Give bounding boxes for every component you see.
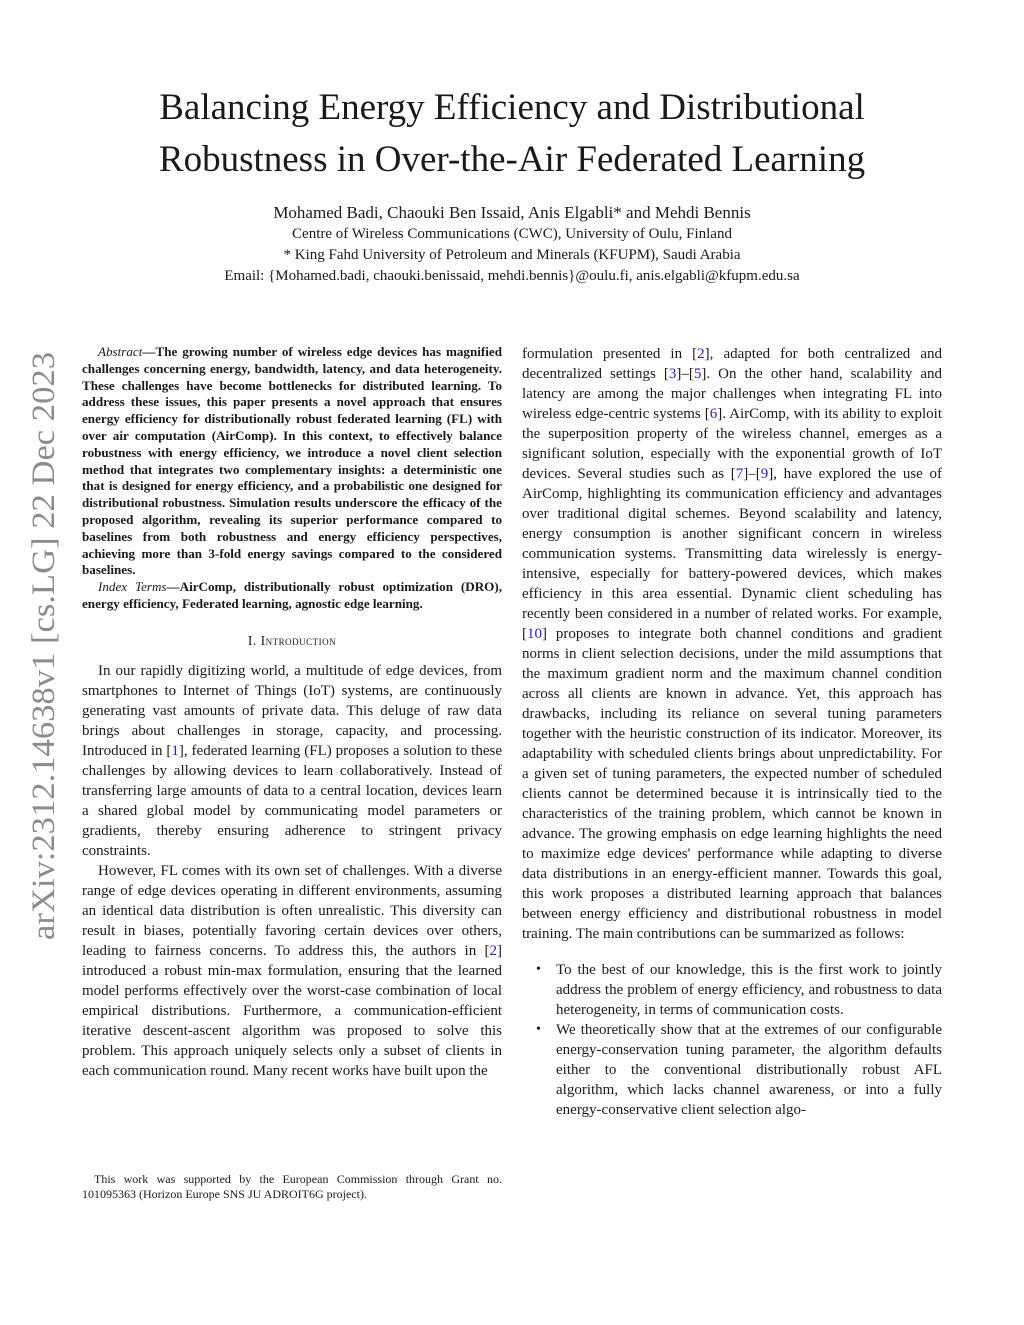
bullet-icon: • bbox=[536, 962, 541, 977]
arxiv-stamp-text: arXiv:2312.14638v1 [cs.LG] 22 Dec 2023 bbox=[26, 379, 62, 940]
right-column bbox=[522, 344, 942, 1120]
citation-link[interactable]: 7 bbox=[735, 466, 744, 482]
abstract bbox=[82, 344, 502, 579]
contribution-item bbox=[522, 960, 942, 1020]
arxiv-identifier-stamp bbox=[22, 350, 62, 940]
title-line-1: Balancing Energy Efficiency and Distributional bbox=[159, 87, 865, 128]
section-title: Introduction bbox=[260, 632, 337, 648]
section-number: I. bbox=[247, 632, 257, 648]
citation-link[interactable]: 1 bbox=[171, 742, 179, 759]
contribution-text: We theoretically show that at the extremes of our configurable energy-conservation tuning parameter, the algorithm defaults either to the conventional distributionally robust AFL algorithm, which lacks channel awareness, or into a fully energy-conservative client selection algo- bbox=[556, 1022, 942, 1118]
text-run: ] proposes to integrate both channel conditions and gradient norms in client selection decisions, under the mild assumptions that the maximum gradient norm and the maximum channel condition across all clients are known in advance. Yet, this approach has drawbacks, including its reliance on several tuning parameters together with the heuristic construction of its indicator. Moreover, its adaptability with scheduled clients brings about unpredictability. For a given set of tuning parameters, the expected number of scheduled clients cannot be determined because it is intrinsically tied to the characteristics of the training problem, which cannot be known in advance. The growing emphasis on edge learning highlights the need to maximize edge devices' performance while adapting to diverse data distributions in an energy-efficient manner. Towards this goal, this work proposes a distributed learning approach that balances between energy efficiency and distributional robustness in model training. The main contributions can be summarized as follows: bbox=[522, 626, 942, 942]
intro-paragraph-3 bbox=[522, 344, 942, 944]
text-run: ]. On the other hand, scalability and latency are among the major challenges when integrating FL into wireless edge-centric systems [ bbox=[522, 366, 943, 422]
abstract-label: Abstract bbox=[98, 344, 143, 359]
text-run: However, FL comes with its own set of challenges. With a diverse range of edge devices operating in different environments, assuming an identical data distribution is often unrealistic. This diversity can result in biases, potentially favoring certain devices over others, leading to fairness concerns. To address this, the authors in [ bbox=[82, 862, 502, 959]
author-block bbox=[60, 202, 964, 287]
contribution-text: To the best of our knowledge, this is the first work to jointly address the problem of energy efficiency, and robustness to data heterogeneity, in terms of communication costs. bbox=[556, 962, 942, 1018]
author-names: Mohamed Badi, Chaouki Ben Issaid, Anis Elgabli* and Mehdi Bennis bbox=[273, 203, 751, 222]
text-run: ]. AirComp, with its ability to exploit the superposition property of the wireless channel, emerges as a significant solution, especially with the exponential growth of IoT devices. Several studies such as [ bbox=[522, 406, 942, 482]
left-column bbox=[82, 344, 502, 1081]
affiliation-cwc: Centre of Wireless Communications (CWC), University of Oulu, Finland bbox=[292, 226, 732, 242]
index-terms bbox=[82, 579, 502, 613]
bullet-icon: • bbox=[536, 1022, 541, 1037]
index-terms-text: —AirComp, distributionally robust optimization (DRO), energy efficiency, Federated learning, agnostic edge learning. bbox=[82, 579, 503, 611]
intro-paragraph-2 bbox=[82, 861, 502, 1081]
citation-link[interactable]: 6 bbox=[709, 406, 718, 422]
funding-footnote: This work was supported by the European Commission through Grant no. 101095363 (Horizon Europe SNS JU ADROIT6G project). bbox=[82, 1172, 502, 1201]
text-run: ], adapted for both centralized and decentralized settings [ bbox=[522, 346, 942, 382]
citation-link[interactable]: 3 bbox=[668, 366, 677, 382]
text-run: ]–[ bbox=[743, 466, 761, 482]
title-line-2: Robustness in Over-the-Air Federated Learning bbox=[158, 139, 866, 180]
citation-link[interactable]: 2 bbox=[489, 942, 497, 959]
text-run: ], federated learning (FL) proposes a solution to these challenges by allowing devices to learn collaboratively. Instead of transferring large amounts of data to a central location, devices learn a shared global model by communicating model parameters or gradients, thereby ensuring adherence to stringent privacy constraints. bbox=[82, 742, 502, 859]
text-run: ]–[ bbox=[676, 366, 694, 382]
section-heading-introduction bbox=[82, 633, 502, 649]
text-run: formulation presented in [ bbox=[522, 346, 698, 362]
citation-link[interactable]: 5 bbox=[693, 366, 702, 382]
citation-link[interactable]: 9 bbox=[760, 466, 769, 482]
contribution-item bbox=[522, 1020, 942, 1120]
citation-link[interactable]: 10 bbox=[527, 626, 542, 642]
paper-title bbox=[60, 82, 964, 186]
contributions-list bbox=[522, 960, 942, 1120]
affiliation-kfupm: * King Fahd University of Petroleum and Minerals (KFUPM), Saudi Arabia bbox=[283, 247, 741, 263]
citation-link[interactable]: 2 bbox=[697, 346, 705, 362]
author-emails: Email: {Mohamed.badi, chaouki.benissaid, mehdi.bennis}@oulu.fi, anis.elgabli@kfupm.edu.sa bbox=[224, 268, 800, 284]
index-terms-label: Index Terms bbox=[98, 579, 167, 595]
text-run: In our rapidly digitizing world, a multitude of edge devices, from smartphones to Internet of Things (IoT) systems, are continuously generating vast amounts of private data. This deluge of raw data brings about challenges in storage, capacity, and processing. Introduced in [ bbox=[82, 662, 502, 759]
text-run: ] introduced a robust min-max formulation, ensuring that the learned model performs effectively over the worst-case combination of local empirical distributions. Furthermore, a communication-efficient iterative descent-ascent algorithm was proposed to solve this problem. This approach uniquely selects only a subset of clients in each communication round. Many recent works have built upon the bbox=[82, 942, 502, 1079]
abstract-text: —The growing number of wireless edge devices has magnified challenges concerning energy, bandwidth, latency, and data heterogeneity. These challenges have become bottlenecks for distributed learning. To address these issues, this paper presents a novel approach that ensures energy efficiency for distributionally robust federated learning (FL) with over air computation (AirComp). In this context, to effectively balance robustness with energy efficiency, we introduce a novel client selection method that integrates two complementary insights: a deterministic one that is designed for energy efficiency, and a probabilistic one designed for distributional robustness. Simulation results underscore the efficacy of the proposed algorithm, revealing its superior performance compared to baselines from both robustness and energy efficiency perspectives, achieving more than 3-fold energy savings compared to the considered baselines. bbox=[82, 344, 502, 578]
intro-paragraph-1 bbox=[82, 661, 502, 861]
text-run: ], have explored the use of AirComp, highlighting its communication efficiency and advantages over traditional digital schemes. Beyond scalability and latency, energy consumption is another significant concern in wireless communication systems. Transmitting data wirelessly is energy-intensive, especially for battery-powered devices, which makes efficiency in this area essential. Dynamic client scheduling has recently been considered in a number of related works. For example, [ bbox=[522, 466, 942, 642]
